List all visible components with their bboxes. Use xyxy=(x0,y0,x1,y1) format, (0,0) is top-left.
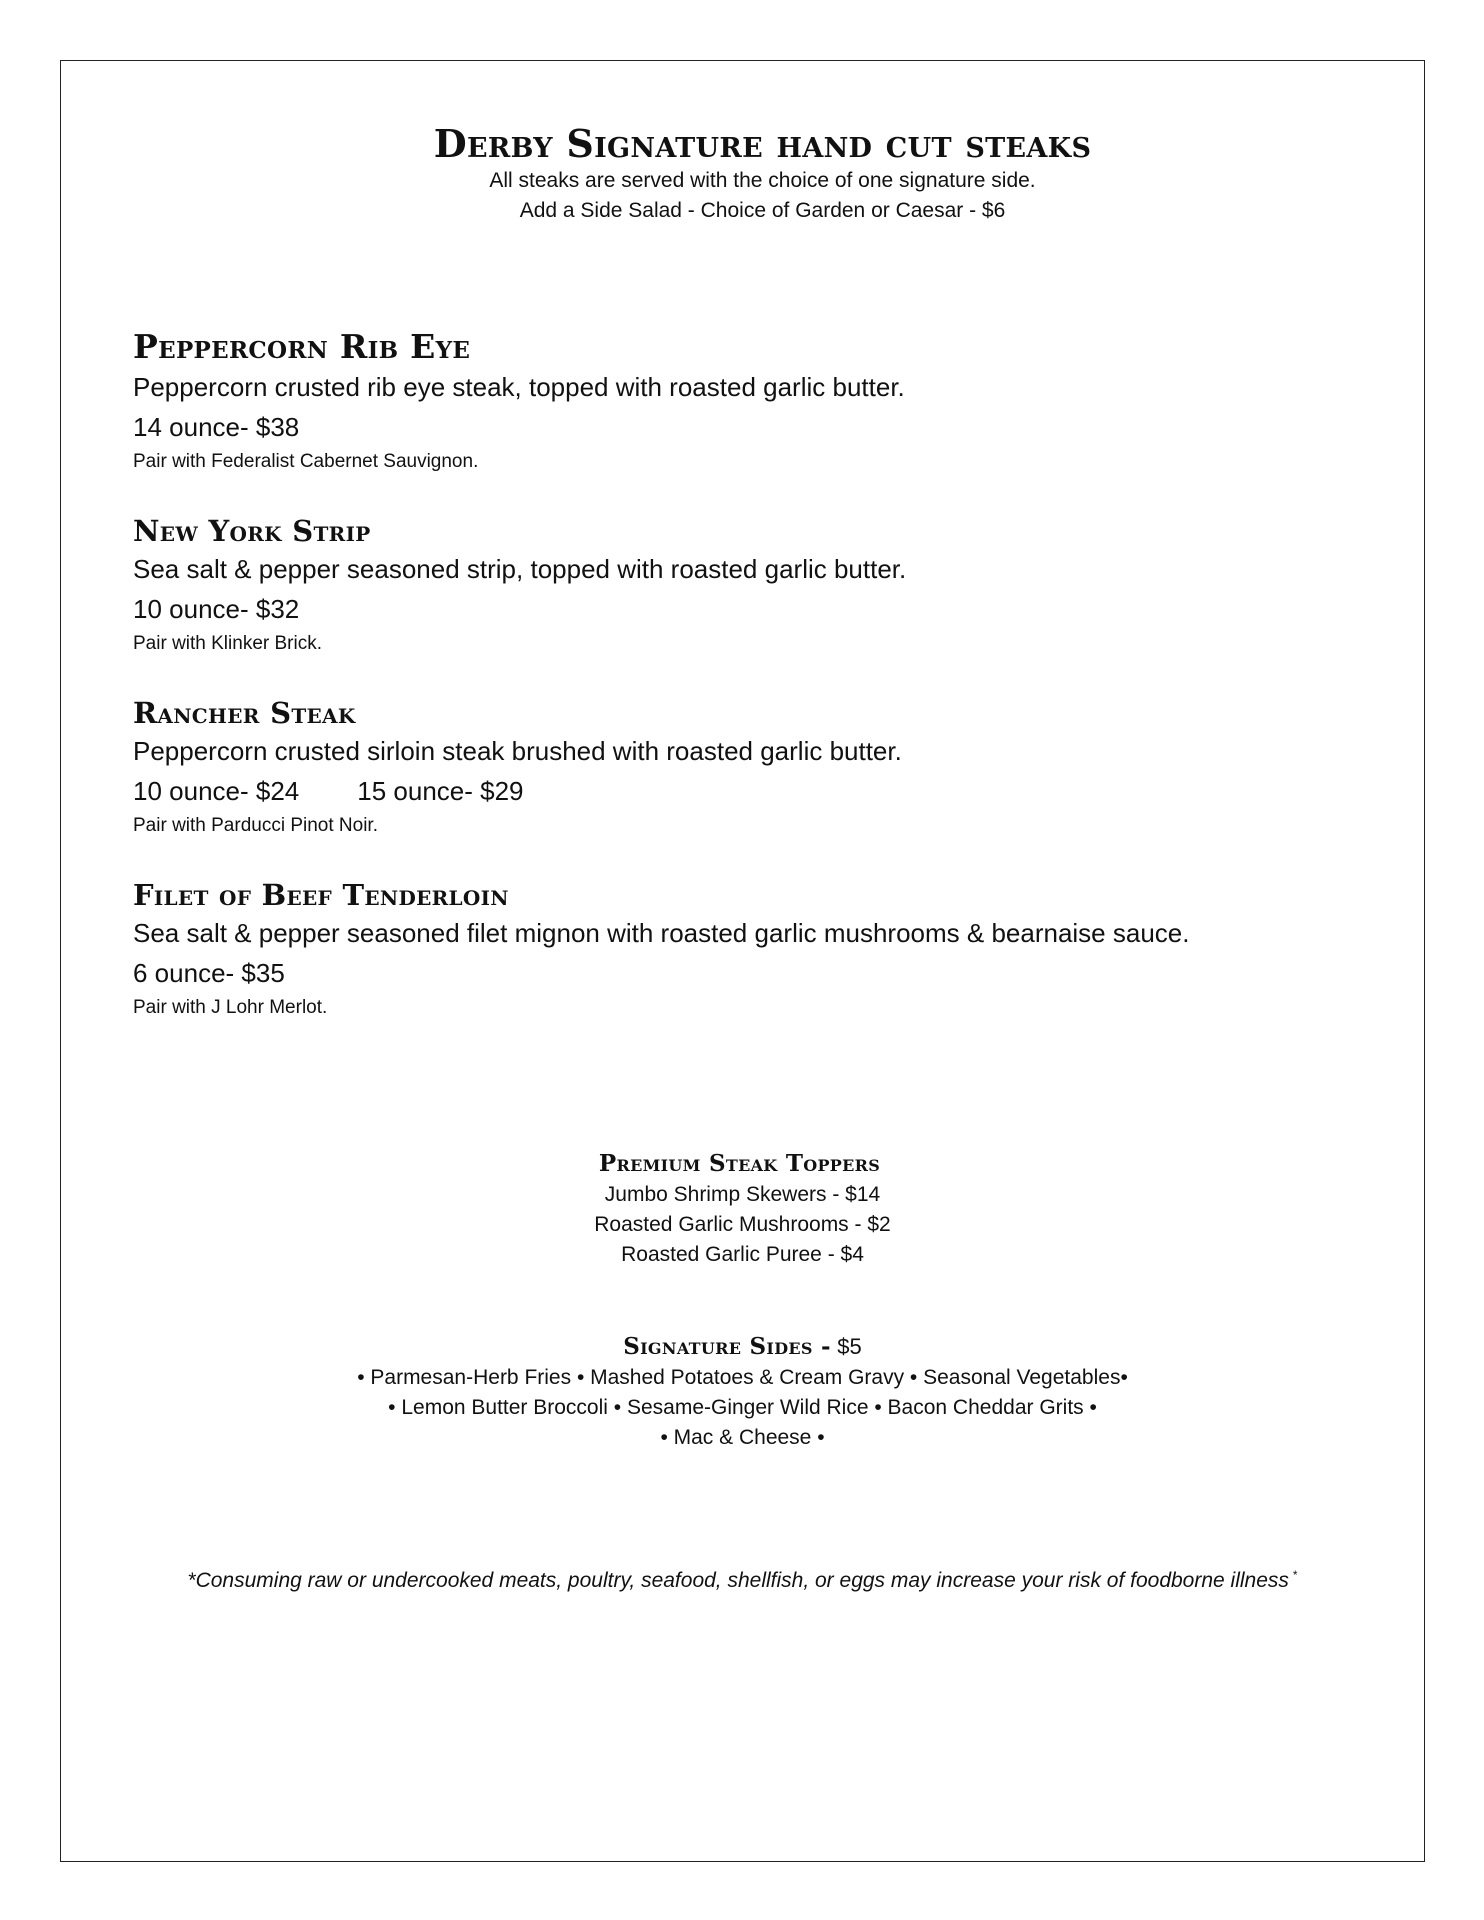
topper-item: Roasted Garlic Puree - $4 xyxy=(621,1243,864,1266)
wine-pairing: Pair with Federalist Cabernet Sauvignon. xyxy=(133,451,479,472)
steak-price-option: 15 ounce- $29 xyxy=(357,776,524,806)
steak-item-rancher xyxy=(133,693,1353,841)
steak-item-new-york-strip xyxy=(133,511,1353,659)
steak-list xyxy=(133,325,1353,1023)
steak-description: Peppercorn crusted sirloin steak brushed with roasted garlic butter. xyxy=(133,736,902,766)
wine-pairing: Pair with J Lohr Merlot. xyxy=(133,997,328,1018)
topper-item: Jumbo Shrimp Skewers - $14 xyxy=(604,1183,881,1206)
footnote-text: *Consuming raw or undercooked meats, poultry, seafood, shellfish, or eggs may increase your risk of foodborne illness xyxy=(187,1569,1289,1592)
menu-header xyxy=(60,122,1425,226)
menu-title: Derby Signature hand cut steaks xyxy=(433,121,1092,166)
footnote-mark: * xyxy=(1292,1568,1298,1582)
sides-heading-row xyxy=(60,1330,1425,1363)
steak-name: New York Strip xyxy=(133,514,371,548)
steak-toppers-section xyxy=(60,1148,1425,1270)
wine-pairing: Pair with Parducci Pinot Noir. xyxy=(133,815,378,836)
sides-line: • Parmesan-Herb Fries • Mashed Potatoes & Cream Gravy • Seasonal Vegetables• xyxy=(357,1366,1128,1389)
steak-name: Peppercorn Rib Eye xyxy=(133,327,471,366)
steak-price-option: 14 ounce- $38 xyxy=(133,412,300,442)
steak-description: Sea salt & pepper seasoned strip, topped with roasted garlic butter. xyxy=(133,554,907,584)
steak-name: Filet of Beef Tenderloin xyxy=(133,878,509,912)
steak-item-filet xyxy=(133,875,1353,1023)
steak-price-option: 10 ounce- $32 xyxy=(133,594,300,624)
wine-pairing: Pair with Klinker Brick. xyxy=(133,633,322,654)
sides-line: • Lemon Butter Broccoli • Sesame-Ginger Wild Rice • Bacon Cheddar Grits • xyxy=(388,1396,1097,1419)
menu-subtitle-sides: All steaks are served with the choice of one signature side. xyxy=(489,169,1036,192)
steak-name: Rancher Steak xyxy=(133,696,356,730)
menu-subtitle-salad: Add a Side Salad - Choice of Garden or Caesar - $6 xyxy=(519,199,1006,222)
sides-line: • Mac & Cheese • xyxy=(660,1426,825,1449)
topper-item: Roasted Garlic Mushrooms - $2 xyxy=(594,1213,891,1236)
sides-price: $5 xyxy=(837,1334,862,1359)
steak-price-option: 6 ounce- $35 xyxy=(133,958,285,988)
steak-price xyxy=(133,773,1353,809)
steak-description: Peppercorn crusted rib eye steak, topped with roasted garlic butter. xyxy=(133,372,905,402)
toppers-heading: Premium Steak Toppers xyxy=(598,1150,881,1177)
steak-price xyxy=(133,955,1353,991)
steak-item-rib-eye xyxy=(133,325,1353,477)
food-safety-footnote xyxy=(60,1560,1425,1596)
steak-price-option: 10 ounce- $24 xyxy=(133,776,300,806)
sides-heading: Signature Sides - xyxy=(623,1333,831,1360)
steak-price xyxy=(133,409,1353,445)
steak-description: Sea salt & pepper seasoned filet mignon with roasted garlic mushrooms & bearnaise sauce. xyxy=(133,918,1190,948)
signature-sides-section xyxy=(60,1330,1425,1453)
steak-price xyxy=(133,591,1353,627)
